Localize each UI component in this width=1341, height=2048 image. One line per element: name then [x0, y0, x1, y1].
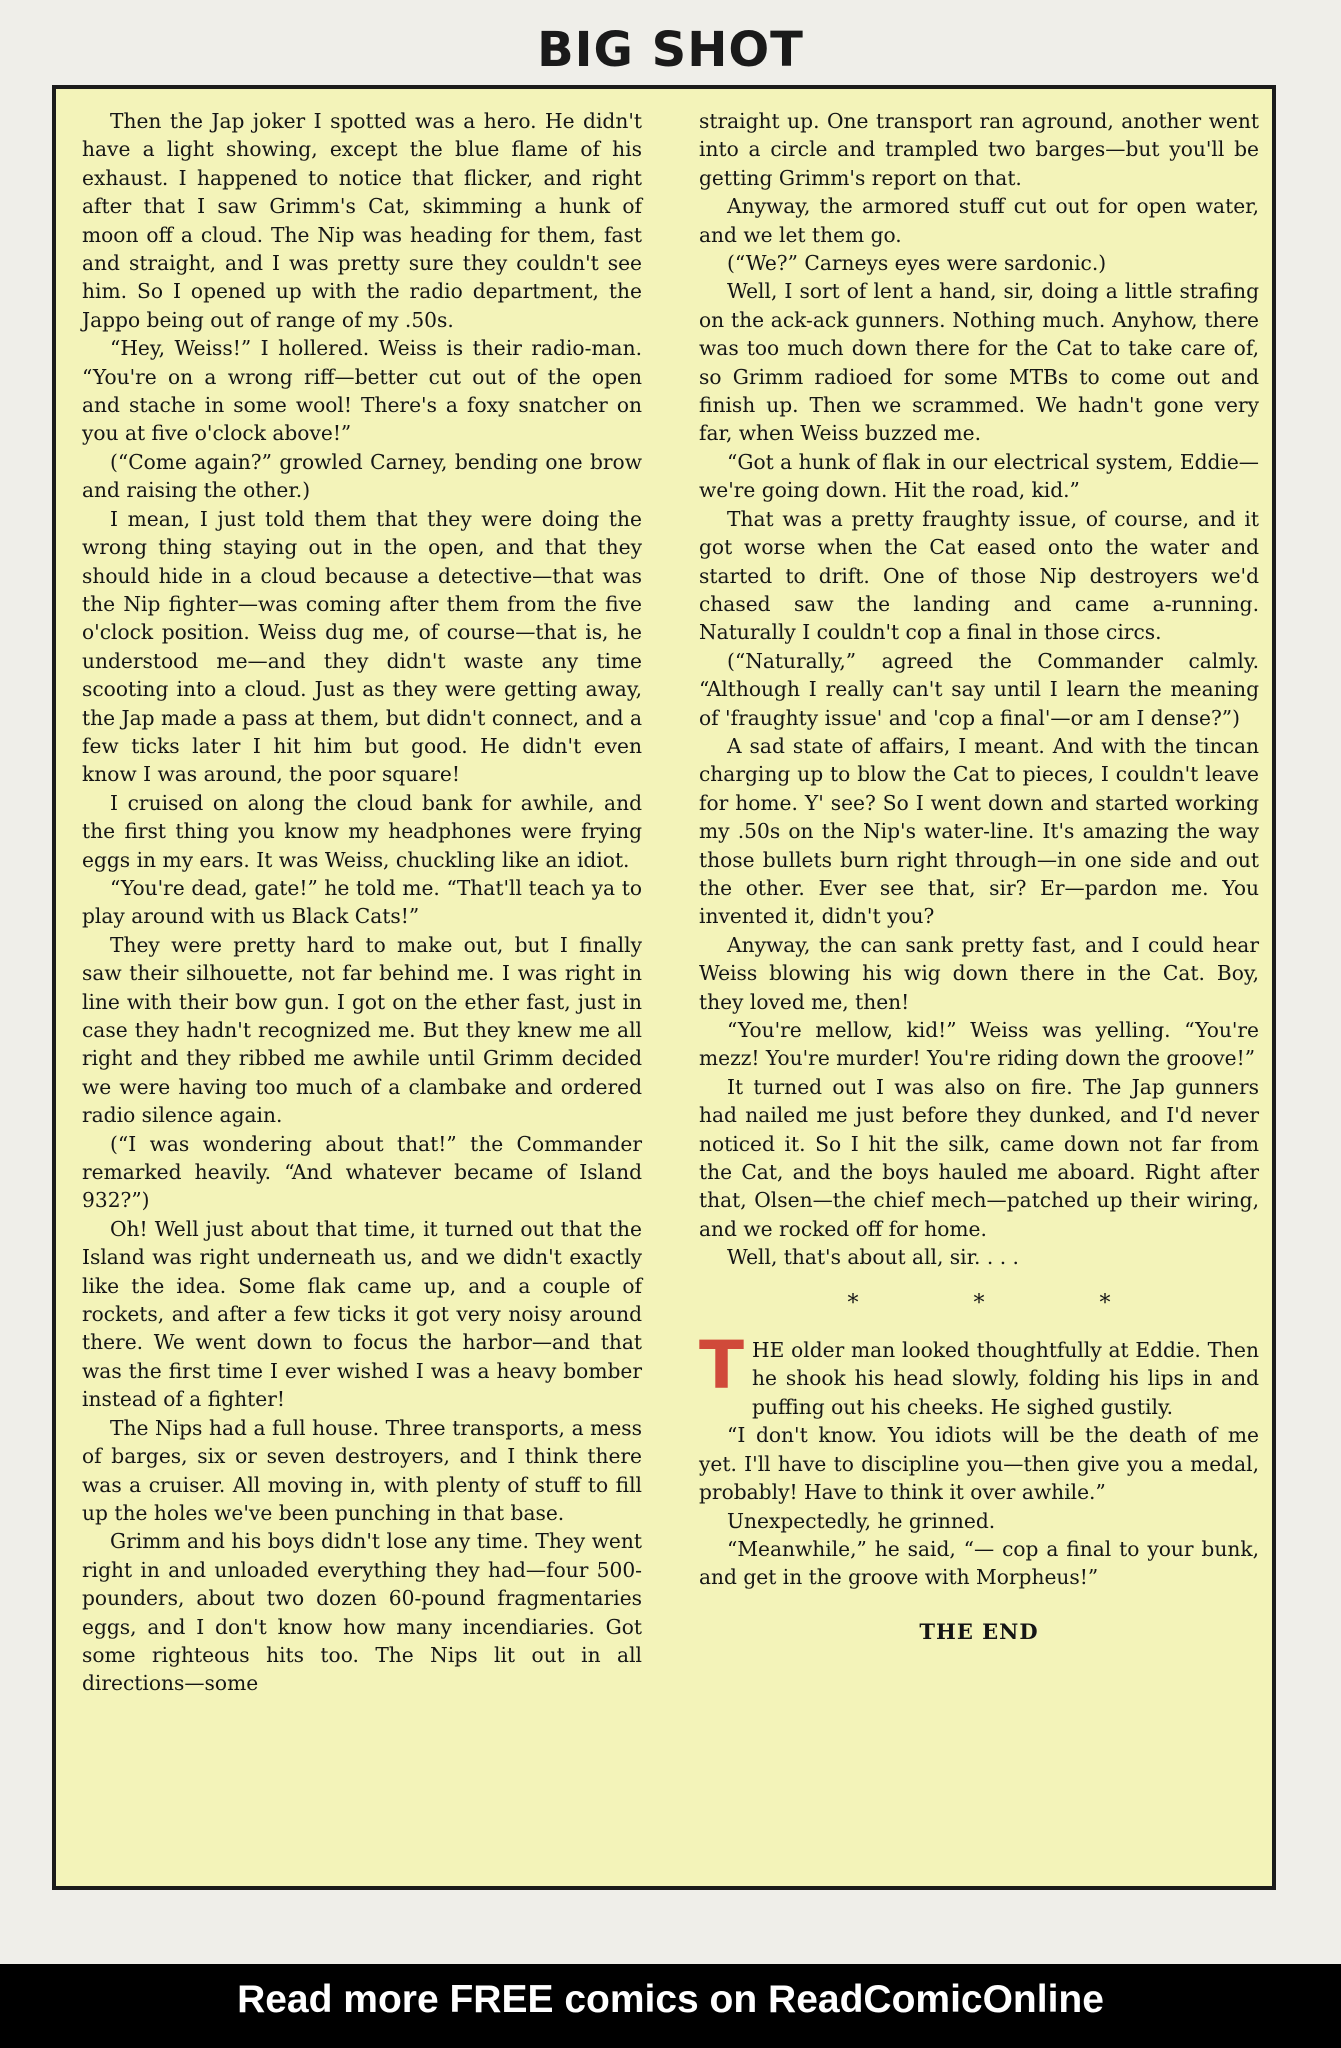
page-title: BIG SHOT	[537, 22, 804, 78]
paragraph: “You're dead, gate!” he told me. “That'll teach ya to play around with us Black Cats!”	[82, 875, 642, 929]
paragraph: “I don't know. You idiots will be the death of me yet. I'll have to discipline you—then give you a medal, probably! Have to think it over awhile.”	[699, 1423, 1259, 1505]
paragraph: “Got a hunk of flak in our electrical system, Eddie—we're going down. Hit the road, kid.”	[699, 449, 1259, 503]
paragraph: That was a pretty fraughty issue, of course, and it got worse when the Cat eased onto the water and started to drift. One of those Nip destroyers we'd chased saw the landing and came a-running. Naturally I couldn't cop a final in those circs.	[699, 506, 1259, 645]
paragraph: The Nips had a full house. Three transports, a mess of barges, six or seven destroyers, and I think there was a cruiser. All moving in, with plenty of stuff to fill up the holes we've been punching in that base.	[82, 1415, 642, 1525]
paragraph: Well, I sort of lent a hand, sir, doing a little strafing on the ack-ack gunners. Nothing much. Anyhow, there was too much down there for the Cat to take care of, so Grimm radioed for some MTBs to come out and finish up. Then we scrammed. We hadn't gone very far, when Weiss buzzed me.	[699, 279, 1259, 446]
paragraph: “Meanwhile,” he said, “— cop a final to your bunk, and get in the groove with Morpheus!”	[699, 1536, 1259, 1590]
paragraph: Well, that's about all, sir. . . .	[727, 1245, 1019, 1270]
drop-cap: T	[699, 1327, 745, 1405]
paragraph: It turned out I was also on fire. The Jap gunners had nailed me just before they dunked, and I'd never noticed it. So I hit the silk, came down not far from the Cat, and the boys hauled me aboard. Right after that, Olsen—the chief mech—patched up their wiring, and we rocked off for home.	[699, 1074, 1259, 1241]
section-separator: * * *	[847, 1290, 1165, 1316]
paragraph	[699, 1327, 1259, 1421]
story-text-box	[52, 85, 1276, 1890]
paragraph-text: older man looked thoughtfully at Eddie. Then he shook his head slowly, folding his lips in and puffing out his cheeks. He sighed gustily.	[752, 1338, 1259, 1419]
paragraph: (“Come again?” growled Carney, bending one brow and raising the other.)	[82, 449, 642, 503]
lead-word: HE	[752, 1338, 785, 1363]
paragraph: A sad state of affairs, I meant. And with the tincan charging up to blow the Cat to pieces, I couldn't leave for home. Y' see? So I went down and started working my .50s on the Nip's water-line. It's amazing the way those bullets burn right through—in one side and out the other. Ever see that, sir? Er—pardon me. You invented it, didn't you?	[699, 733, 1259, 929]
paragraph: (“We?” Carneys eyes were sardonic.)	[727, 251, 1107, 276]
paragraph: “Hey, Weiss!” I hollered. Weiss is their radio-man. “You're on a wrong riff—better cut out of the open and stache in some wool! There's a foxy snatcher on you at five o'clock above!”	[82, 336, 642, 446]
paragraph: “You're mellow, kid!” Weiss was yelling. “You're mezz! You're murder! You're riding down the groove!”	[699, 1018, 1259, 1071]
paragraph: straight up. One transport ran aground, another went into a circle and trampled two barges—but you'll be getting Grimm's report on that.	[699, 109, 1259, 190]
paragraph: Then the Jap joker I spotted was a hero. He didn't have a light showing, except the blue flame of his exhaust. I happened to notice that flicker, and right after that I saw Grimm's Cat, skimming a hunk of moon off a cloud. The Nip was heading for them, fast and straight, and I was pretty sure they couldn't see him. So I opened up with the radio department, the Jappo being out of range of my .50s.	[82, 109, 642, 332]
paragraph: Anyway, the can sank pretty fast, and I could hear Weiss blowing his wig down there in the Cat. Boy, they loved me, then!	[699, 932, 1259, 1014]
paragraph: Unexpectedly, he grinned.	[727, 1508, 996, 1533]
epilogue	[699, 1327, 1259, 1592]
paragraph: Grimm and his boys didn't lose any time. They went right in and unloaded everything they had—four 500-pounders, about two dozen 60-pound fragmentaries eggs, and I don't know how many incendiaries. Got some righteous hits too. The Nips lit out in all directions—some	[82, 1529, 642, 1696]
paragraph: I cruised on along the cloud bank for awhile, and the first thing you know my headphones were frying eggs in my ears. It was Weiss, chuckling like an idiot.	[82, 790, 642, 872]
paragraph: I mean, I just told them that they were doing the wrong thing staying out in the open, and that they should hide in a cloud because a detective—that was the Nip fighter—was coming after them from the five o'clock position. Weiss dug me, of course—that is, he understood me—and they didn't waste any time scooting into a cloud. Just as they were getting away, the Jap made a pass at them, but didn't connect, and a few ticks later I hit him but good. He didn't even know I was around, the poor square!	[82, 506, 642, 787]
the-end-label: THE END	[919, 1618, 1039, 1644]
left-column	[82, 107, 642, 1698]
paragraph: Oh! Well just about that time, it turned out that the Island was right underneath us, and we didn't exactly like the idea. Some flak came up, and a couple of rockets, and after a few ticks it got very noisy around there. We went down to focus the harbor—and that was the first time I ever wished I was a heavy bomber instead of a fighter!	[82, 1216, 642, 1412]
paragraph: They were pretty hard to make out, but I finally saw their silhouette, not far behind me. I was right in line with their bow gun. I got on the ether fast, just in case they hadn't recognized me. But they knew me all right and they ribbed me awhile until Grimm decided we were having too much of a clambake and ordered radio silence again.	[82, 932, 642, 1128]
right-column	[699, 107, 1259, 1646]
paragraph: (“Naturally,” agreed the Commander calmly. “Although I really can't say until I learn the meaning of 'fraughty issue' and 'cop a final'—or am I dense?”)	[699, 648, 1259, 730]
paragraph: Anyway, the armored stuff cut out for open water, and we let them go.	[699, 194, 1259, 247]
paragraph: (“I was wondering about that!” the Commander remarked heavily. “And whatever became of Island 932?”)	[82, 1131, 642, 1213]
footer-banner-text[interactable]: Read more FREE comics on ReadComicOnline	[237, 1978, 1104, 2021]
